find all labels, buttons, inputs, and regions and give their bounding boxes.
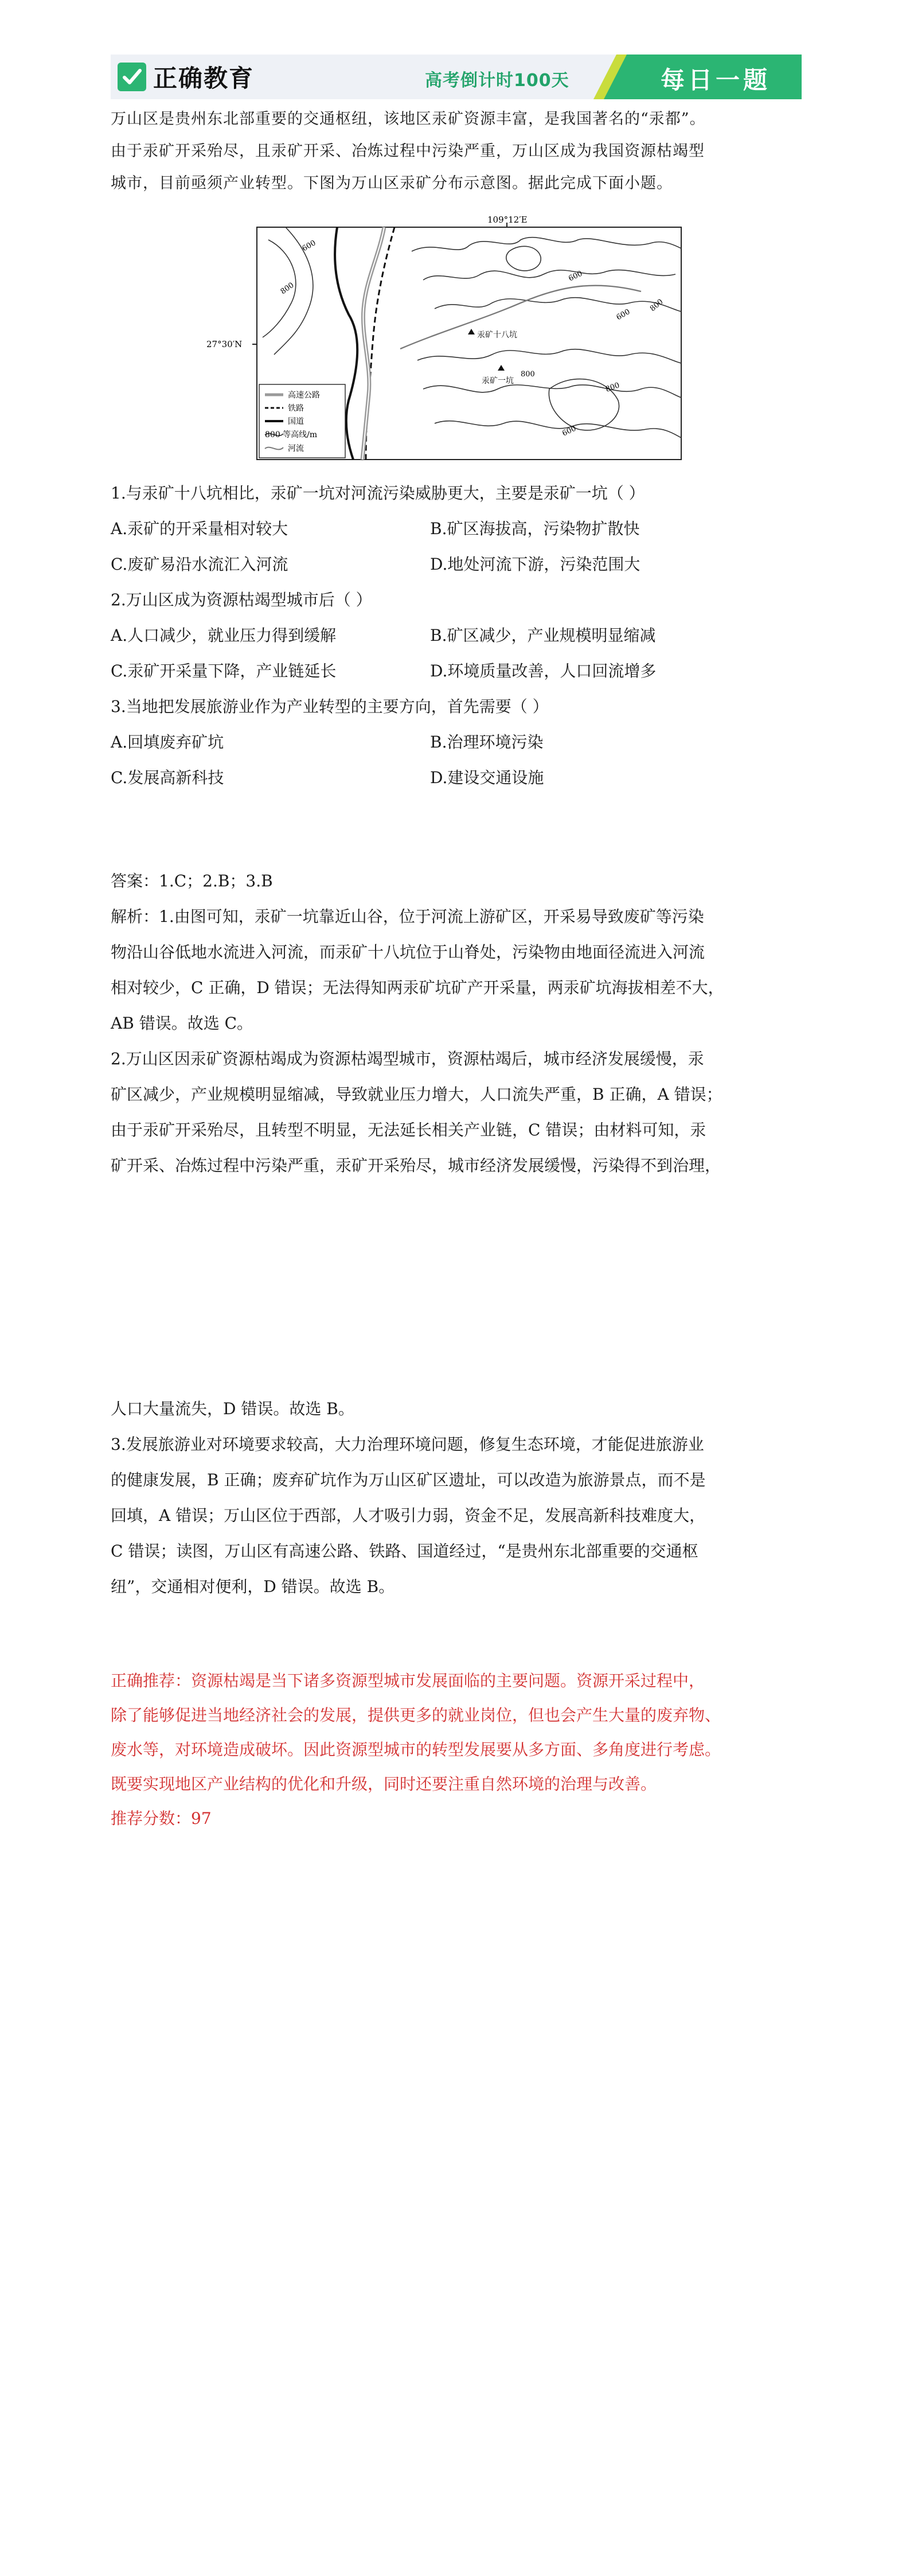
solution-part-1 — [111, 899, 802, 1041]
svg-text:汞矿一坑: 汞矿一坑 — [482, 376, 514, 386]
intro-line: 城市，目前亟须产业转型。下图为万山区汞矿分布示意图。据此完成下面小题。 — [111, 174, 673, 192]
brand — [118, 60, 254, 94]
question-3-option-c[interactable]: C.发展高新科技 — [111, 768, 224, 787]
solution-line: C 错误；读图，万山区有高速公路、铁路、国道经过，“是贵州东北部重要的交通枢 — [111, 1542, 698, 1561]
question-3-option-a[interactable]: A.回填废弃矿坑 — [111, 733, 224, 752]
contour-label: 600 — [615, 308, 632, 322]
recommendation-line: 除了能够促进当地经济社会的发展，提供更多的就业岗位，但也会产生大量的废弃物、 — [111, 1706, 721, 1725]
solution-line: 回填，A 错误；万山区位于西部，人才吸引力弱，资金不足，发展高新科技难度大， — [111, 1506, 706, 1525]
question-2-stem: 2.万山区成为资源枯竭型城市后（ ） — [111, 590, 372, 609]
question-2-option-c[interactable]: C.汞矿开采量下降，产业链延长 — [111, 661, 337, 680]
longitude-label: 109°12′E — [487, 215, 528, 225]
recommendation-line: 正确推荐：资源枯竭是当下诸多资源型城市发展面临的主要问题。资源开采过程中， — [111, 1671, 705, 1690]
legend-contour: 800 等高线/m — [265, 430, 318, 439]
mercury-mine-map — [206, 215, 693, 475]
question-1-option-c[interactable]: C.废矿易沿水流汇入河流 — [111, 555, 288, 574]
legend-highway: 高速公路 — [288, 391, 320, 400]
solution-part-2 — [111, 1041, 802, 1184]
solution-part-3 — [111, 1427, 802, 1605]
solution-line: 3.发展旅游业对环境要求较高，大力治理环境问题，修复生态环境，才能促进旅游业 — [111, 1435, 704, 1454]
solution-line: 矿区减少，产业规模明显缩减，导致就业压力增大，人口流失严重，B 正确，A 错误； — [111, 1085, 722, 1104]
solution-line: 2.万山区因汞矿资源枯竭成为资源枯竭型城市，资源枯竭后，城市经济发展缓慢，汞 — [111, 1049, 704, 1068]
solution-line: AB 错误。故选 C。 — [111, 1014, 253, 1033]
contour-label: 800 — [648, 297, 665, 314]
intro-text — [111, 103, 802, 200]
solution-line: 解析：1.由图可知，汞矿一坑靠近山谷，位于河流上游矿区，开采易导致废矿等污染 — [111, 907, 704, 926]
legend-road: 国道 — [288, 417, 304, 426]
contour-label: 800 — [279, 281, 296, 297]
question-1-stem: 1.与汞矿十八坑相比，汞矿一坑对河流污染威胁更大，主要是汞矿一坑（ ） — [111, 484, 645, 503]
question-1-option-b[interactable]: B.矿区海拔高，污染物扩散快 — [430, 519, 640, 538]
solution-line: 的健康发展，B 正确；废弃矿坑作为万山区矿区遗址，可以改造为旅游景点，而不是 — [111, 1470, 706, 1489]
solution-line: 相对较少，C 正确，D 错误；无法得知两汞矿坑矿产开采量，两汞矿坑海拔相差不大， — [111, 978, 724, 997]
legend-river: 河流 — [288, 444, 304, 453]
question-2-option-d[interactable]: D.环境质量改善，人口回流增多 — [430, 661, 657, 680]
intro-line: 万山区是贵州东北部重要的交通枢纽，该地区汞矿资源丰富，是我国著名的“汞都”。 — [111, 110, 706, 128]
latitude-label: 27°30′N — [206, 339, 243, 349]
solution-line: 矿开采、冶炼过程中污染严重，汞矿开采殆尽，城市经济发展缓慢，污染得不到治理， — [111, 1156, 721, 1175]
recommendation-line: 既要实现地区产业结构的优化和升级，同时还要注重自然环境的治理与改善。 — [111, 1775, 657, 1793]
recommendation-score: 推荐分数：97 — [111, 1809, 212, 1828]
countdown-text: 高考倒计时100天 — [425, 71, 569, 91]
daily-title: 每日一题 — [660, 66, 771, 94]
question-1-option-a[interactable]: A.汞矿的开采量相对较大 — [111, 519, 288, 538]
intro-line: 由于汞矿开采殆尽，且汞矿开采、冶炼过程中污染严重，万山区成为我国资源枯竭型 — [111, 142, 705, 160]
question-2-option-b[interactable]: B.矿区减少，产业规模明显缩减 — [430, 626, 656, 645]
map-legend — [259, 384, 345, 458]
question-1-option-d[interactable]: D.地处河流下游，污染范围大 — [430, 555, 640, 574]
question-3-stem: 3.当地把发展旅游业作为产业转型的主要方向，首先需要（ ） — [111, 697, 549, 716]
svg-text:汞矿十八坑: 汞矿十八坑 — [477, 330, 517, 340]
solution-line: 由于汞矿开采殆尽，且转型不明显，无法延长相关产业链，C 错误；由材料可知，汞 — [111, 1120, 706, 1139]
legend-railway: 铁路 — [288, 404, 304, 413]
contour-label: 600 — [567, 269, 584, 283]
brand-name: 正确教育 — [153, 64, 255, 92]
contour-label: 800 — [604, 381, 621, 394]
check-icon — [118, 63, 146, 91]
solution-line: 物沿山谷低地水流进入河流，而汞矿十八坑位于山脊处，污染物由地面径流进入河流 — [111, 943, 705, 962]
question-2-option-a[interactable]: A.人口减少，就业压力得到缓解 — [111, 626, 337, 645]
contour-label: 600 — [561, 424, 578, 438]
answer-line: 答案：1.C；2.B；3.B — [111, 871, 273, 890]
header-banner — [111, 55, 802, 99]
question-3-option-b[interactable]: B.治理环境污染 — [430, 733, 544, 752]
contour-label: 600 — [300, 239, 318, 254]
solution-part-2-cont: 人口大量流失，D 错误。故选 B。 — [111, 1399, 354, 1418]
recommendation — [111, 1664, 802, 1836]
solution-line: 纽”，交通相对便利，D 错误。故选 B。 — [111, 1577, 395, 1596]
recommendation-line: 废水等，对环境造成破坏。因此资源型城市的转型发展要从多方面、多角度进行考虑。 — [111, 1740, 721, 1759]
contour-label: 800 — [521, 370, 535, 379]
question-3-option-d[interactable]: D.建设交通设施 — [430, 768, 544, 787]
